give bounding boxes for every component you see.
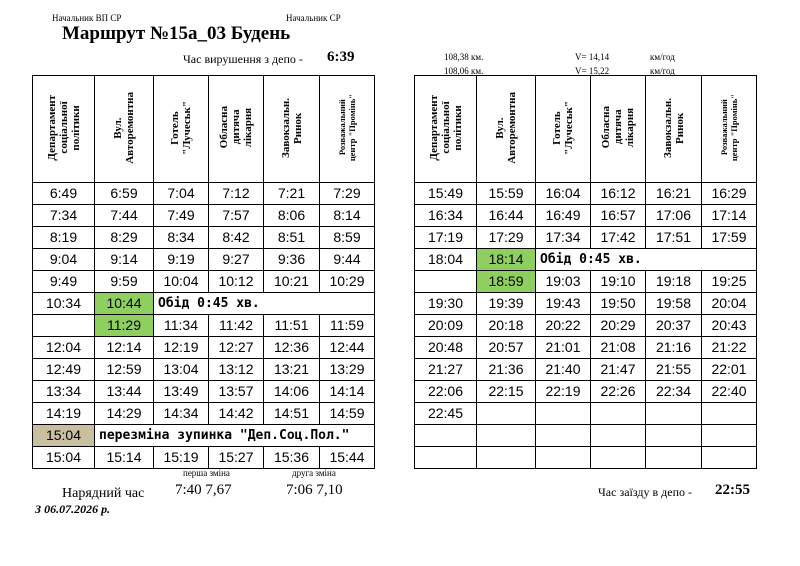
time-cell: 9:59 bbox=[95, 271, 154, 293]
left-col-header-label: Готель "Лучеськ" bbox=[169, 100, 193, 155]
shift1-label: перша зміна bbox=[183, 468, 230, 478]
time-cell bbox=[33, 315, 95, 337]
table-row bbox=[33, 249, 375, 271]
left-col-header-label: Обласна дитяча лікарня bbox=[218, 106, 254, 149]
time-cell: 8:59 bbox=[320, 227, 375, 249]
time-cell: 19:30 bbox=[415, 293, 477, 315]
time-cell: 16:04 bbox=[536, 183, 591, 205]
table-row bbox=[415, 337, 757, 359]
right-col-header-label: Вул. Авторемонтна bbox=[494, 91, 518, 164]
time-cell: 13:34 bbox=[33, 381, 95, 403]
table-row bbox=[415, 403, 757, 425]
time-cell bbox=[477, 403, 536, 425]
time-cell: 21:47 bbox=[591, 359, 646, 381]
time-cell: 15:59 bbox=[477, 183, 536, 205]
time-cell: 10:34 bbox=[33, 293, 95, 315]
time-cell: 22:06 bbox=[415, 381, 477, 403]
time-cell: 21:36 bbox=[477, 359, 536, 381]
table-row bbox=[415, 183, 757, 205]
time-cell bbox=[477, 447, 536, 469]
table-row bbox=[415, 293, 757, 315]
time-cell bbox=[702, 403, 757, 425]
time-cell: 11:34 bbox=[154, 315, 209, 337]
time-cell: 17:19 bbox=[415, 227, 477, 249]
left-header-row bbox=[33, 76, 375, 183]
time-cell: 21:55 bbox=[646, 359, 702, 381]
shift1-value: 7:40 7,67 bbox=[175, 482, 232, 498]
time-cell: 15:49 bbox=[415, 183, 477, 205]
time-cell bbox=[646, 403, 702, 425]
time-cell: 9:14 bbox=[95, 249, 154, 271]
time-cell: 20:09 bbox=[415, 315, 477, 337]
time-cell: 20:57 bbox=[477, 337, 536, 359]
time-cell: 7:29 bbox=[320, 183, 375, 205]
right-col-header bbox=[591, 76, 646, 183]
time-cell bbox=[415, 447, 477, 469]
time-cell: 22:45 bbox=[415, 403, 477, 425]
time-cell: 19:18 bbox=[646, 271, 702, 293]
time-cell: 17:59 bbox=[702, 227, 757, 249]
left-col-header bbox=[320, 76, 375, 183]
time-cell: 10:21 bbox=[264, 271, 320, 293]
time-cell: 7:34 bbox=[33, 205, 95, 227]
table-row bbox=[33, 271, 375, 293]
time-cell: 9:27 bbox=[209, 249, 264, 271]
time-cell bbox=[591, 403, 646, 425]
time-cell: 19:03 bbox=[536, 271, 591, 293]
time-cell: 12:49 bbox=[33, 359, 95, 381]
time-cell: 22:40 bbox=[702, 381, 757, 403]
table-row bbox=[415, 315, 757, 337]
time-cell: 12:04 bbox=[33, 337, 95, 359]
time-cell: 20:43 bbox=[702, 315, 757, 337]
time-cell: 20:37 bbox=[646, 315, 702, 337]
time-cell: 14:59 bbox=[320, 403, 375, 425]
time-cell: 12:14 bbox=[95, 337, 154, 359]
time-cell: 8:29 bbox=[95, 227, 154, 249]
time-cell: 8:19 bbox=[33, 227, 95, 249]
time-cell: 16:29 bbox=[702, 183, 757, 205]
time-cell: 13:12 bbox=[209, 359, 264, 381]
time-cell: 14:42 bbox=[209, 403, 264, 425]
table-row bbox=[33, 403, 375, 425]
right-col-header bbox=[646, 76, 702, 183]
right-schedule-table bbox=[414, 75, 757, 469]
depart-label: Час вирушення з депо - bbox=[183, 52, 303, 66]
time-cell: 8:06 bbox=[264, 205, 320, 227]
right-header-row bbox=[415, 76, 757, 183]
time-cell bbox=[477, 425, 536, 447]
left-col-header-label: Департамент соціальної політики bbox=[45, 94, 82, 161]
right-col-header bbox=[702, 76, 757, 183]
time-cell: 10:44 bbox=[95, 293, 154, 315]
time-cell bbox=[702, 447, 757, 469]
time-cell: 12:44 bbox=[320, 337, 375, 359]
time-cell bbox=[536, 425, 591, 447]
time-cell: 12:27 bbox=[209, 337, 264, 359]
time-cell: 22:01 bbox=[702, 359, 757, 381]
time-cell: 11:51 bbox=[264, 315, 320, 337]
time-cell: 18:59 bbox=[477, 271, 536, 293]
table-row bbox=[33, 293, 375, 315]
speed-unit-1: км/год bbox=[650, 52, 675, 62]
time-cell: 13:57 bbox=[209, 381, 264, 403]
right-col-header bbox=[415, 76, 477, 183]
distance-2: 108,06 км. bbox=[444, 66, 484, 76]
time-cell: 17:42 bbox=[591, 227, 646, 249]
table-row bbox=[415, 359, 757, 381]
table-row bbox=[33, 205, 375, 227]
chief-right-label: Начальник СР bbox=[286, 13, 341, 23]
left-col-header bbox=[95, 76, 154, 183]
time-cell: 9:36 bbox=[264, 249, 320, 271]
table-row bbox=[33, 447, 375, 469]
speed-1: V= 14,14 bbox=[575, 52, 610, 62]
left-col-header bbox=[154, 76, 209, 183]
left-col-header bbox=[264, 76, 320, 183]
distance-1: 108,38 км. bbox=[444, 52, 484, 62]
right-col-header-label: Завокзальн. Ринок bbox=[661, 97, 686, 158]
speed-2: V= 15,22 bbox=[575, 66, 610, 76]
time-cell: 19:50 bbox=[591, 293, 646, 315]
time-cell: 13:21 bbox=[264, 359, 320, 381]
time-cell bbox=[415, 271, 477, 293]
return-label: Час заїзду в депо - bbox=[598, 485, 692, 499]
time-cell: 15:27 bbox=[209, 447, 264, 469]
chief-left-label: Начальник ВП СР bbox=[52, 13, 122, 23]
time-cell: 16:12 bbox=[591, 183, 646, 205]
table-row bbox=[33, 359, 375, 381]
time-cell bbox=[591, 447, 646, 469]
time-cell: 13:44 bbox=[95, 381, 154, 403]
time-cell bbox=[646, 425, 702, 447]
time-cell: 20:18 bbox=[477, 315, 536, 337]
time-cell: 21:40 bbox=[536, 359, 591, 381]
lunch-note: Обід 0:45 хв. bbox=[536, 249, 757, 271]
time-cell: 16:21 bbox=[646, 183, 702, 205]
time-cell: 9:19 bbox=[154, 249, 209, 271]
time-cell: 15:36 bbox=[264, 447, 320, 469]
left-col-header-label: Розважальний центр "Промінь" bbox=[337, 93, 357, 162]
time-cell: 10:04 bbox=[154, 271, 209, 293]
time-cell: 14:14 bbox=[320, 381, 375, 403]
table-row bbox=[33, 227, 375, 249]
time-cell: 22:26 bbox=[591, 381, 646, 403]
table-row bbox=[415, 227, 757, 249]
time-cell: 7:21 bbox=[264, 183, 320, 205]
table-row bbox=[415, 249, 757, 271]
time-cell: 20:04 bbox=[702, 293, 757, 315]
time-cell: 11:42 bbox=[209, 315, 264, 337]
time-cell: 21:08 bbox=[591, 337, 646, 359]
time-cell: 10:12 bbox=[209, 271, 264, 293]
table-row bbox=[33, 315, 375, 337]
date-label: З 06.07.2026 р. bbox=[35, 502, 111, 516]
time-cell bbox=[591, 425, 646, 447]
time-cell: 13:29 bbox=[320, 359, 375, 381]
time-cell: 9:04 bbox=[33, 249, 95, 271]
time-cell: 22:34 bbox=[646, 381, 702, 403]
time-cell: 20:29 bbox=[591, 315, 646, 337]
time-cell: 21:01 bbox=[536, 337, 591, 359]
time-cell: 16:34 bbox=[415, 205, 477, 227]
time-cell: 15:14 bbox=[95, 447, 154, 469]
time-cell: 20:22 bbox=[536, 315, 591, 337]
time-cell: 7:49 bbox=[154, 205, 209, 227]
time-cell: 22:19 bbox=[536, 381, 591, 403]
time-cell: 14:06 bbox=[264, 381, 320, 403]
time-cell: 17:51 bbox=[646, 227, 702, 249]
time-cell: 8:14 bbox=[320, 205, 375, 227]
time-cell: 19:10 bbox=[591, 271, 646, 293]
time-cell bbox=[536, 447, 591, 469]
time-cell: 7:44 bbox=[95, 205, 154, 227]
time-cell: 6:49 bbox=[33, 183, 95, 205]
time-cell: 16:49 bbox=[536, 205, 591, 227]
right-col-header bbox=[536, 76, 591, 183]
shift-change-note: перезміна зупинка "Деп.Соц.Пол." bbox=[95, 425, 375, 447]
right-col-header-label: Департамент соціальної політики bbox=[427, 94, 464, 161]
time-cell: 21:16 bbox=[646, 337, 702, 359]
time-cell: 8:51 bbox=[264, 227, 320, 249]
right-col-header-label: Обласна дитяча лікарня bbox=[600, 106, 636, 149]
time-cell: 15:04 bbox=[33, 425, 95, 447]
time-cell: 9:44 bbox=[320, 249, 375, 271]
table-row bbox=[415, 447, 757, 469]
time-cell: 8:34 bbox=[154, 227, 209, 249]
time-cell: 15:19 bbox=[154, 447, 209, 469]
time-cell: 14:29 bbox=[95, 403, 154, 425]
time-cell: 15:44 bbox=[320, 447, 375, 469]
time-cell: 19:43 bbox=[536, 293, 591, 315]
time-cell: 19:25 bbox=[702, 271, 757, 293]
return-time: 22:55 bbox=[715, 482, 750, 498]
time-cell: 22:15 bbox=[477, 381, 536, 403]
time-cell bbox=[702, 425, 757, 447]
table-row bbox=[415, 381, 757, 403]
left-col-header-label: Завокзальн. Ринок bbox=[279, 97, 304, 158]
table-row bbox=[33, 425, 375, 447]
time-cell: 17:34 bbox=[536, 227, 591, 249]
time-cell: 10:29 bbox=[320, 271, 375, 293]
time-cell: 19:39 bbox=[477, 293, 536, 315]
time-cell: 6:59 bbox=[95, 183, 154, 205]
time-cell: 21:22 bbox=[702, 337, 757, 359]
naryad-label: Нарядний час bbox=[62, 486, 145, 501]
time-cell: 17:29 bbox=[477, 227, 536, 249]
time-cell: 7:57 bbox=[209, 205, 264, 227]
time-cell: 8:42 bbox=[209, 227, 264, 249]
time-cell: 16:44 bbox=[477, 205, 536, 227]
left-col-header bbox=[209, 76, 264, 183]
table-row bbox=[33, 337, 375, 359]
time-cell: 14:51 bbox=[264, 403, 320, 425]
time-cell: 7:12 bbox=[209, 183, 264, 205]
time-cell: 18:14 bbox=[477, 249, 536, 271]
right-col-header-label: Готель "Лучеськ" bbox=[551, 100, 575, 155]
time-cell bbox=[536, 403, 591, 425]
depart-time: 6:39 bbox=[327, 49, 355, 65]
page-title: Маршрут №15а_03 Будень bbox=[62, 23, 291, 44]
time-cell: 12:59 bbox=[95, 359, 154, 381]
time-cell: 11:29 bbox=[95, 315, 154, 337]
table-row bbox=[33, 183, 375, 205]
time-cell: 14:34 bbox=[154, 403, 209, 425]
table-row bbox=[415, 205, 757, 227]
right-col-header bbox=[477, 76, 536, 183]
time-cell bbox=[646, 447, 702, 469]
lunch-note: Обід 0:45 хв. bbox=[154, 293, 375, 315]
time-cell: 12:36 bbox=[264, 337, 320, 359]
time-cell: 13:49 bbox=[154, 381, 209, 403]
shift2-value: 7:06 7,10 bbox=[286, 482, 343, 498]
time-cell: 17:06 bbox=[646, 205, 702, 227]
table-row bbox=[415, 271, 757, 293]
time-cell: 20:48 bbox=[415, 337, 477, 359]
shift2-label: друга зміна bbox=[292, 468, 336, 478]
left-schedule-table bbox=[32, 75, 375, 469]
time-cell: 14:19 bbox=[33, 403, 95, 425]
time-cell: 21:27 bbox=[415, 359, 477, 381]
time-cell: 7:04 bbox=[154, 183, 209, 205]
table-row bbox=[415, 425, 757, 447]
left-col-header bbox=[33, 76, 95, 183]
time-cell: 19:58 bbox=[646, 293, 702, 315]
table-row bbox=[33, 381, 375, 403]
time-cell: 9:49 bbox=[33, 271, 95, 293]
time-cell: 18:04 bbox=[415, 249, 477, 271]
time-cell: 13:04 bbox=[154, 359, 209, 381]
time-cell: 17:14 bbox=[702, 205, 757, 227]
time-cell: 16:57 bbox=[591, 205, 646, 227]
time-cell bbox=[415, 425, 477, 447]
time-cell: 11:59 bbox=[320, 315, 375, 337]
right-col-header-label: Розважальний центр "Промінь" bbox=[719, 93, 739, 162]
time-cell: 15:04 bbox=[33, 447, 95, 469]
speed-unit-2: км/год bbox=[650, 66, 675, 76]
time-cell: 12:19 bbox=[154, 337, 209, 359]
left-col-header-label: Вул. Авторемонтна bbox=[112, 91, 136, 164]
